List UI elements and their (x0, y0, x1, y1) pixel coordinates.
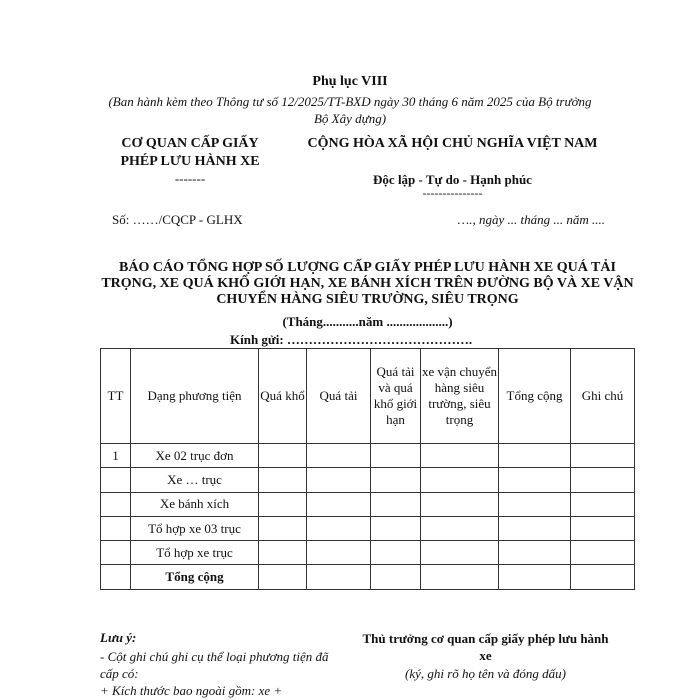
table-total-row (101, 565, 635, 589)
report-title: BÁO CÁO TỔNG HỢP SỐ LƯỢNG CẤP GIẤY PHÉP LƯU HÀNH XE QUÁ TẢI TRỌNG, XE QUÁ KHỔ GIỚI HẠN, XE BÁNH XÍCH TRÊN ĐƯỜNG BỘ VÀ XE VẬN CHUYỂN HÀNG SIÊU TRƯỜNG, SIÊU TRỌNG (101, 260, 634, 307)
document-number: Số: ……/CQCP - GLHX (112, 212, 243, 227)
vehicle-type: Xe … trục (131, 468, 259, 492)
place-date: …., ngày ... tháng ... năm .... (457, 212, 605, 227)
appendix-title: Phụ lục VIII (312, 74, 388, 89)
vehicle-type: Xe 02 trục đơn (131, 444, 259, 468)
vehicle-type: Xe bánh xích (131, 492, 259, 516)
vehicle-type: Tổ hợp xe 03 trục (131, 516, 259, 540)
column-header: Ghi chú (571, 349, 635, 444)
signature-instructions: (ký, ghi rõ họ tên và đóng dấu) (404, 666, 567, 681)
column-header: Tổng cộng (499, 349, 571, 444)
signature-title: Thủ trưởng cơ quan cấp giấy phép lưu hành xe (362, 631, 609, 663)
note-line: + Kích thước bao ngoài gồm: xe + (100, 683, 283, 698)
table-header-row (101, 349, 635, 444)
table-row (101, 444, 635, 468)
table-row (101, 492, 635, 516)
table-row (101, 468, 635, 492)
notes-heading: Lưu ý: (100, 630, 137, 645)
recipient-line: Kính gửi: ……………………………………. (230, 332, 473, 347)
row-number (101, 516, 131, 540)
column-header: Dạng phương tiện (131, 349, 259, 444)
column-header: Quá tải và quá khổ giới hạn (371, 349, 421, 444)
row-number: 1 (101, 444, 131, 468)
motto: Độc lập - Tự do - Hạnh phúc (373, 172, 532, 187)
column-header: Quá khổ (259, 349, 307, 444)
total-label: Tổng cộng (131, 565, 259, 589)
table-row (101, 516, 635, 540)
agency-divider: ------- (174, 171, 206, 186)
row-number (101, 492, 131, 516)
agency-name: CƠ QUAN CẤP GIẤY PHÉP LƯU HÀNH XE (120, 136, 260, 169)
report-period: (Tháng...........năm ...................) (282, 314, 453, 329)
row-number (101, 565, 131, 589)
column-header: TT (101, 349, 131, 444)
table-row (101, 541, 635, 565)
appendix-subtitle: (Ban hành kèm theo Thông tư số 12/2025/TT-BXD ngày 30 tháng 6 năm 2025 của Bộ trưởng Bộ Xây dựng) (108, 94, 592, 126)
note-line: - Cột ghi chú ghi cụ thể loại phương tiện đã cấp có: (100, 649, 329, 681)
nation-name: CỘNG HÒA XÃ HỘI CHỦ NGHĨA VIỆT NAM (307, 136, 598, 151)
row-number (101, 468, 131, 492)
row-number (101, 541, 131, 565)
vehicle-type: Tổ hợp xe trục (131, 541, 259, 565)
column-header: xe vận chuyển hàng siêu trường, siêu trọng (421, 349, 499, 444)
column-header: Quá tải (307, 349, 371, 444)
motto-divider: --------------- (422, 186, 483, 200)
license-summary-table (100, 348, 635, 590)
